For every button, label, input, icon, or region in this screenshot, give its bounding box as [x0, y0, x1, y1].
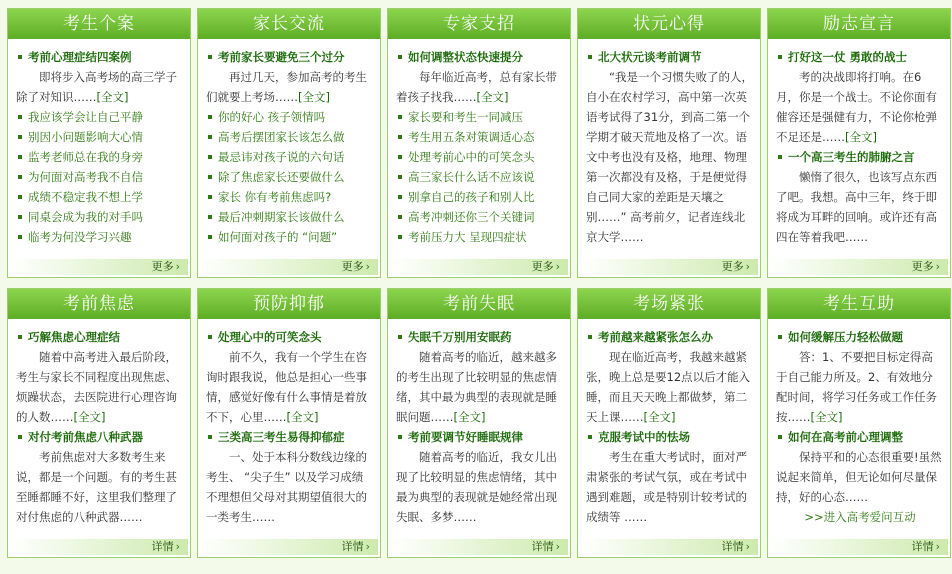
more-link[interactable]: [912, 259, 940, 275]
link-text: 处理心中的可笑念头: [218, 330, 322, 344]
bullet-square-icon: [208, 195, 212, 199]
bullet-square-icon: [18, 135, 22, 139]
card-title: 考生个案: [8, 9, 190, 39]
link-text: 如何缓解压力轻松做题: [788, 330, 903, 344]
summary-text: 考的决战即将打响。在6月，你是一个战士。不论你面有催容还是强健有力，不论你枪弹不足还是……: [776, 70, 937, 144]
link-text: 考前心理症结四案例: [28, 50, 132, 64]
bullet-square-icon: [778, 435, 782, 439]
article-link[interactable]: [396, 167, 564, 187]
article-link[interactable]: [16, 107, 184, 127]
more-label: 更多: [531, 260, 554, 273]
topic-card: [387, 288, 571, 558]
article-summary: [206, 347, 374, 427]
card-body: [768, 39, 950, 247]
link-text: 监考老师总在我的身旁: [28, 150, 143, 164]
link-text: 打好这一仗 勇敢的战士: [788, 50, 908, 64]
full-text-link[interactable]: [全文]: [96, 90, 129, 104]
card-title: 状元心得: [578, 9, 760, 39]
card-title: 预防抑郁: [198, 289, 380, 319]
bullet-square-icon: [398, 155, 402, 159]
article-summary: [206, 447, 374, 527]
link-text: 克服考试中的怯场: [598, 430, 690, 444]
card-title: 考前焦虑: [8, 289, 190, 319]
link-text: 如何调整状态快速提分: [408, 50, 523, 64]
more-label: 详情: [531, 540, 554, 553]
link-text: 成绩不稳定我不想上学: [28, 190, 143, 204]
more-label: 详情: [151, 540, 174, 553]
article-summary: [776, 347, 944, 427]
link-text: 除了焦虑家长还要做什么: [218, 170, 345, 184]
topic-card: [197, 8, 381, 278]
chevron-right-icon: ›: [175, 260, 180, 273]
topic-card: [387, 8, 571, 278]
article-summary: [776, 167, 944, 247]
bullet-square-icon: [18, 435, 22, 439]
summary-text: 随着高考的临近，我女儿出现了比较明显的焦虑情绪，其中最为典型的表现就是她经常出现失眠、多梦……: [396, 450, 557, 524]
article-headline-link[interactable]: [586, 327, 754, 347]
chevron-right-icon: ›: [175, 540, 180, 553]
summary-text: 随着高考的临近，越来越多的考生出现了比较明显的焦虑情绪，其中最为典型的表现就是睡眠问题……: [396, 350, 557, 424]
more-link[interactable]: [342, 259, 370, 275]
link-text: 高三家长什么话不应该说: [408, 170, 535, 184]
summary-text: 懒惰了很久，也该写点东西了吧。我想。高中三年，终于即将成为耳畔的回响。或许还有高四在等着我吧……: [776, 170, 937, 244]
card-title: 励志宣言: [768, 9, 950, 39]
link-text: 考前要调节好睡眠规律: [408, 430, 523, 444]
article-summary: [396, 67, 564, 107]
card-body: [388, 39, 570, 247]
article-headline-link[interactable]: [396, 327, 564, 347]
article-link[interactable]: [16, 227, 184, 247]
link-text: 别拿自己的孩子和别人比: [408, 190, 535, 204]
summary-text: 考前焦虑对大多数考生来说，都是一个问题。有的考生甚至睡都睡不好，这里我们整理了对付焦虑的八种武器……: [16, 450, 177, 524]
article-headline-link[interactable]: [206, 427, 374, 447]
link-text: 别因小问题影响大心情: [28, 130, 143, 144]
summary-text: 随着中高考进入最后阶段，考生与家长不同程度出现焦虑、烦躁状态，去医院进行心理咨询的人数……: [16, 350, 177, 424]
bullet-square-icon: [18, 155, 22, 159]
link-text: 处理考前心中的可笑念头: [408, 150, 535, 164]
summary-text: 现在临近高考，我越来越紧张，晚上总是要12点以后才能入睡，而且天天晚上都做梦，第二天上课……: [586, 350, 751, 424]
article-link[interactable]: [206, 127, 374, 147]
article-link[interactable]: [206, 167, 374, 187]
article-link[interactable]: [16, 147, 184, 167]
more-link[interactable]: [532, 259, 560, 275]
link-text: 高考冲刺还你三个关键词: [408, 210, 535, 224]
bullet-square-icon: [18, 115, 22, 119]
bullet-square-icon: [208, 215, 212, 219]
full-text-link[interactable]: [全文]: [643, 410, 676, 424]
link-text: 家长要和考生一同减压: [408, 110, 523, 124]
bullet-square-icon: [18, 195, 22, 199]
link-text: 巧解焦虑心理症结: [28, 330, 120, 344]
article-headline-link[interactable]: [776, 47, 944, 67]
article-summary: [776, 447, 944, 507]
card-body: [388, 319, 570, 527]
article-headline-link[interactable]: [396, 427, 564, 447]
summary-text: 考生在重大考试时，面对严肃紧张的考试气氛，或在考试中遇到难题，或是特别计较考试的成绩等 ……: [586, 450, 747, 524]
topic-card: [7, 288, 191, 558]
bullet-square-icon: [398, 235, 402, 239]
full-text-link[interactable]: [全文]: [286, 410, 319, 424]
card-body: [578, 319, 760, 527]
link-text: 同桌会成为我的对手吗: [28, 210, 143, 224]
full-text-link[interactable]: [全文]: [453, 410, 486, 424]
more-label: 更多: [341, 260, 364, 273]
bullet-square-icon: [778, 55, 782, 59]
card-body: [198, 39, 380, 247]
article-headline-link[interactable]: [396, 47, 564, 67]
article-link[interactable]: [206, 207, 374, 227]
bullet-square-icon: [588, 55, 592, 59]
article-summary: [586, 67, 754, 247]
chevron-right-icon: ›: [365, 260, 370, 273]
summary-text: 答：1、不要把目标定得高于自己能力所及。2、有效地分配时间，将学习任务或工作任务按……: [776, 350, 937, 424]
article-summary: [396, 347, 564, 427]
summary-text: 每年临近高考，总有家长带着孩子找我……: [396, 70, 557, 104]
full-text-link[interactable]: [全文]: [845, 130, 877, 144]
link-text: 高考后摆团家长该怎么做: [218, 130, 345, 144]
article-headline-link[interactable]: [16, 327, 184, 347]
article-headline-link[interactable]: [586, 427, 754, 447]
bullet-square-icon: [208, 135, 212, 139]
article-link[interactable]: [16, 207, 184, 227]
bullet-square-icon: [208, 155, 212, 159]
full-text-link[interactable]: [全文]: [73, 410, 106, 424]
more-link[interactable]: [152, 259, 180, 275]
bullet-square-icon: [18, 55, 22, 59]
bullet-square-icon: [778, 335, 782, 339]
bullet-square-icon: [398, 175, 402, 179]
more-label: 详情: [721, 540, 744, 553]
article-summary: [586, 347, 754, 427]
interactive-qa-link[interactable]: >>进入高考爱问互动: [804, 510, 916, 524]
card-title: 专家支招: [388, 9, 570, 39]
article-headline-link[interactable]: [206, 47, 374, 67]
article-link[interactable]: [206, 227, 374, 247]
chevron-right-icon: ›: [745, 540, 750, 553]
more-label: 详情: [911, 540, 934, 553]
article-link[interactable]: [396, 107, 564, 127]
more-link[interactable]: [912, 539, 940, 555]
bullet-square-icon: [398, 115, 402, 119]
article-link[interactable]: [16, 167, 184, 187]
link-text: 最后冲刺期家长该做什么: [218, 210, 345, 224]
more-link[interactable]: [722, 259, 750, 275]
bullet-square-icon: [208, 335, 212, 339]
bullet-square-icon: [18, 175, 22, 179]
link-text: 最忌讳对孩子说的六句话: [218, 150, 345, 164]
card-body: [8, 319, 190, 527]
summary-text: 前不久，我有一个学生在咨询时跟我说，他总是担心一些事情，感觉好像有什么事情是着放不下，心里……: [206, 350, 367, 424]
link-text: 我应该学会让自己平静: [28, 110, 143, 124]
link-text: 失眠千万别用安眠药: [408, 330, 512, 344]
article-link[interactable]: [396, 207, 564, 227]
article-link[interactable]: [16, 127, 184, 147]
more-link[interactable]: [152, 539, 180, 555]
card-body: [768, 319, 950, 527]
full-text-link[interactable]: [全文]: [810, 410, 843, 424]
full-text-link[interactable]: [全文]: [476, 90, 509, 104]
more-label: 更多: [721, 260, 744, 273]
topic-card: [577, 8, 761, 278]
link-text: 三类高三考生易得抑郁症: [218, 430, 345, 444]
article-link[interactable]: [206, 147, 374, 167]
card-title: 考前失眠: [388, 289, 570, 319]
bullet-square-icon: [18, 235, 22, 239]
article-summary: [206, 67, 374, 107]
link-text: 一个高三考生的肺腑之言: [788, 150, 915, 164]
article-link[interactable]: [206, 187, 374, 207]
bullet-square-icon: [208, 235, 212, 239]
bullet-square-icon: [208, 435, 212, 439]
more-label: 更多: [151, 260, 174, 273]
summary-text: 再过几天，参加高考的考生们就要上考场……: [206, 70, 367, 104]
chevron-right-icon: ›: [935, 260, 940, 273]
article-summary: [396, 447, 564, 527]
bullet-square-icon: [588, 335, 592, 339]
more-label: 详情: [341, 540, 364, 553]
link-text: 考前越来越紧张怎么办: [598, 330, 713, 344]
bullet-square-icon: [208, 115, 212, 119]
link-text: 如何面对孩子的 “问题”: [218, 230, 338, 244]
bullet-square-icon: [398, 195, 402, 199]
card-body: [198, 319, 380, 527]
link-text: 如何在高考前心理调整: [788, 430, 903, 444]
topic-card: [197, 288, 381, 558]
card-body: [8, 39, 190, 247]
more-link[interactable]: [722, 539, 750, 555]
article-link[interactable]: [396, 227, 564, 247]
summary-text: 一、处于本科分数线边缘的考生、 “尖子生” 以及学习成绩不理想但父母对其期望值很大的一类考生……: [206, 450, 367, 524]
chevron-right-icon: ›: [555, 260, 560, 273]
bullet-square-icon: [398, 135, 402, 139]
summary-text: 即将步入高考场的高三学子除了对知识……: [16, 70, 177, 104]
bullet-square-icon: [398, 435, 402, 439]
bullet-square-icon: [208, 55, 212, 59]
article-summary: [16, 447, 184, 527]
article-link[interactable]: [16, 187, 184, 207]
chevron-right-icon: ›: [555, 540, 560, 553]
bullet-square-icon: [18, 335, 22, 339]
article-link[interactable]: [206, 107, 374, 127]
link-text: 为何面对高考我不自信: [28, 170, 143, 184]
bullet-square-icon: [398, 335, 402, 339]
topic-card: [7, 8, 191, 278]
bullet-square-icon: [778, 155, 782, 159]
article-link[interactable]: [396, 147, 564, 167]
article-headline-link[interactable]: [16, 47, 184, 67]
article-headline-link[interactable]: [776, 147, 944, 167]
link-text: 考生用五条对策调适心态: [408, 130, 535, 144]
chevron-right-icon: ›: [935, 540, 940, 553]
card-title: 家长交流: [198, 9, 380, 39]
link-text: 对付考前焦虑八种武器: [28, 430, 143, 444]
link-text: 临考为何没学习兴趣: [28, 230, 132, 244]
summary-text: “我是一个习惯失败了的人，自小在农村学习，高中第一次英语考试得了31分，到高二第一个学期才破天荒地及格了一次。语文中考也没有及格，地理、物理第一次都没有及格，于是便觉得自己同大家的差距是天壤之别……” 高考前夕，记者连线北京大学……: [586, 70, 753, 244]
link-text: 考前家长要避免三个过分: [218, 50, 345, 64]
bullet-square-icon: [208, 175, 212, 179]
article-summary: [776, 67, 944, 147]
topic-card: [767, 8, 951, 278]
full-text-link[interactable]: [全文]: [298, 90, 330, 104]
link-text: 你的好心 孩子领情吗: [218, 110, 326, 124]
more-label: 更多: [911, 260, 934, 273]
article-headline-link[interactable]: [206, 327, 374, 347]
article-headline-link[interactable]: [586, 47, 754, 67]
summary-text: 保持平和的心态很重要!虽然说起来简单，但无论如何尽量保持，好的心态……: [776, 450, 942, 504]
card-title: 考场紧张: [578, 289, 760, 319]
link-text: 考前压力大 呈现四症状: [408, 230, 527, 244]
link-text: 北大状元谈考前调节: [598, 50, 702, 64]
topic-card: [577, 288, 761, 558]
bullet-square-icon: [398, 215, 402, 219]
chevron-right-icon: ›: [365, 540, 370, 553]
link-text: 家长 你有考前焦虑吗?: [218, 190, 332, 204]
article-summary: [586, 447, 754, 527]
card-body: [578, 39, 760, 247]
bullet-square-icon: [588, 435, 592, 439]
article-headline-link[interactable]: [776, 427, 944, 447]
topic-card: [767, 288, 951, 558]
article-link[interactable]: [396, 187, 564, 207]
article-headline-link[interactable]: [776, 327, 944, 347]
article-summary: [16, 67, 184, 107]
article-link[interactable]: [396, 127, 564, 147]
more-link[interactable]: [342, 539, 370, 555]
bullet-square-icon: [398, 55, 402, 59]
card-title: 考生互助: [768, 289, 950, 319]
more-link[interactable]: [532, 539, 560, 555]
article-summary: [16, 347, 184, 427]
article-headline-link[interactable]: [16, 427, 184, 447]
chevron-right-icon: ›: [745, 260, 750, 273]
bullet-square-icon: [18, 215, 22, 219]
